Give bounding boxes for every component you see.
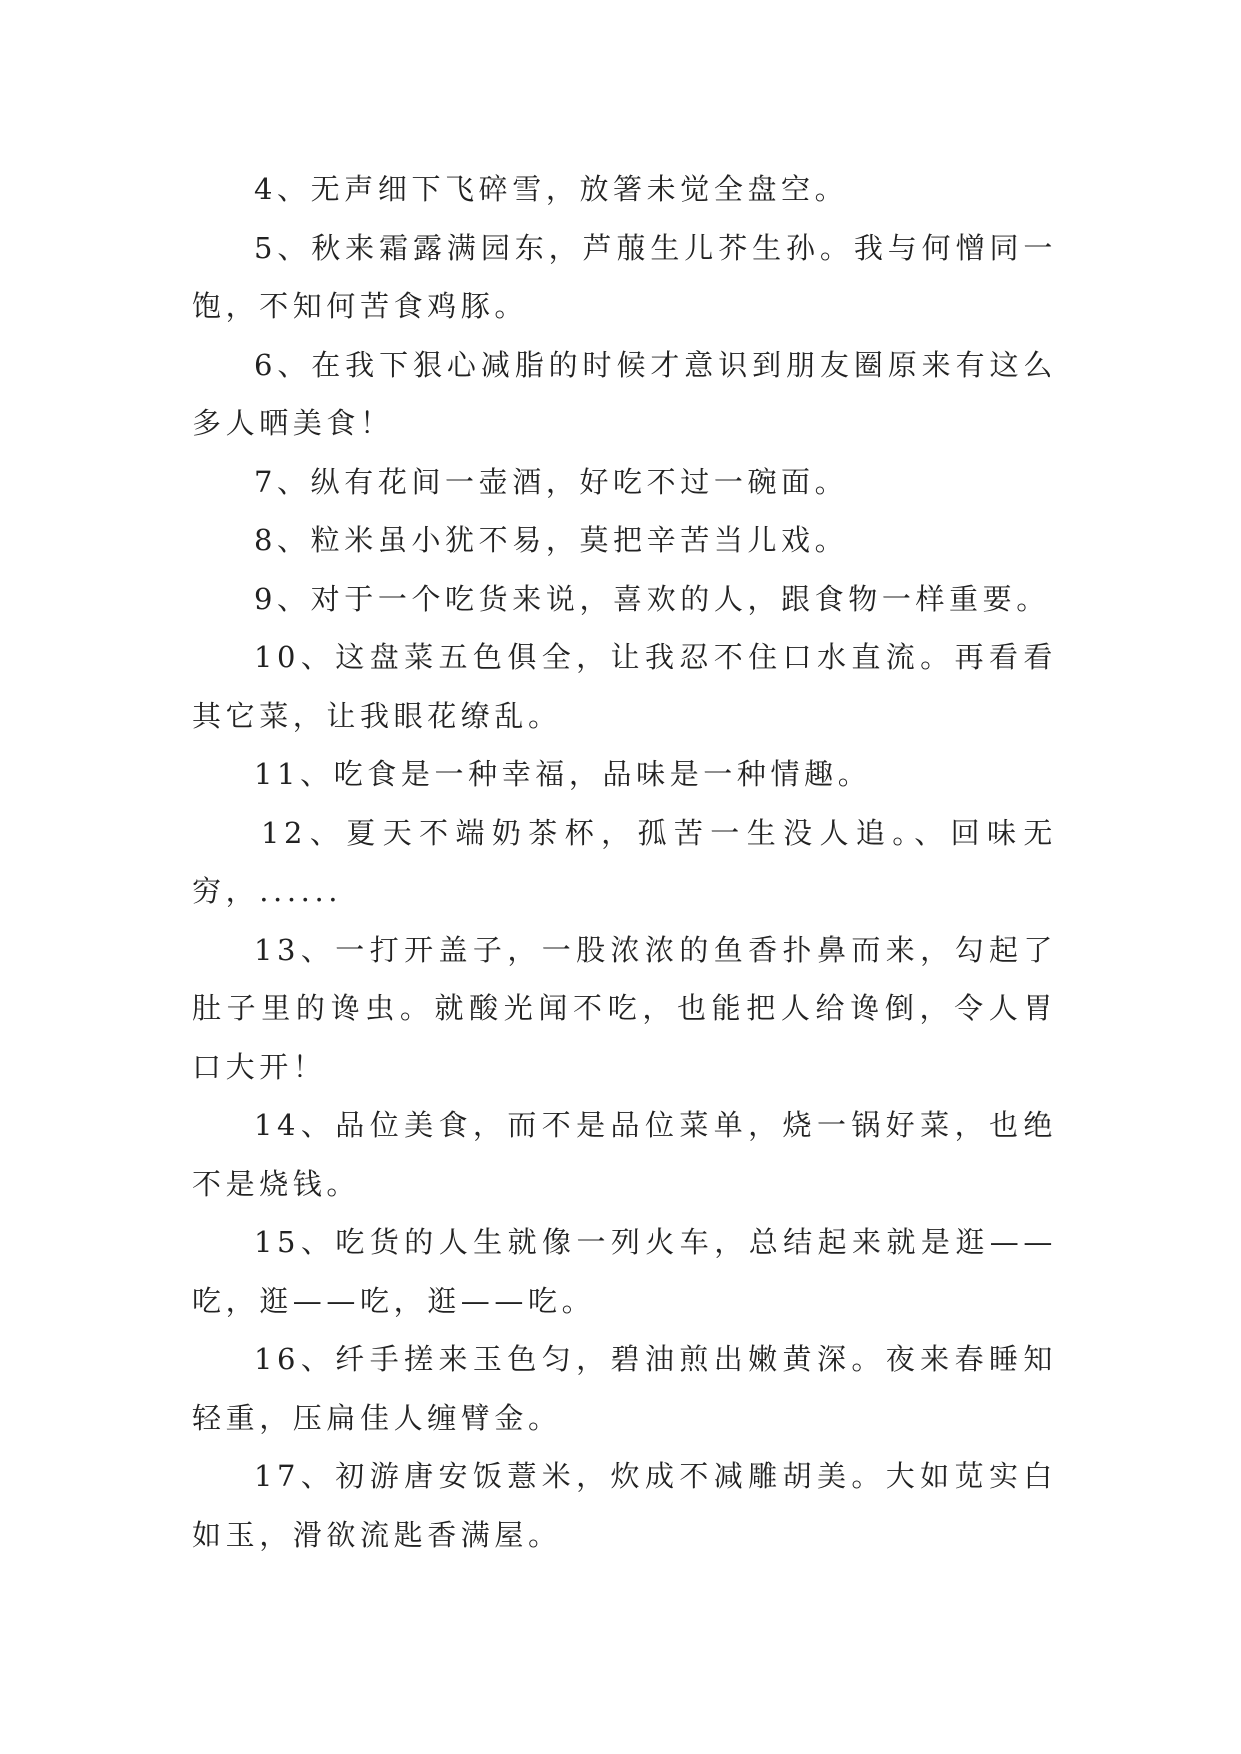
paragraph-15: 15、吃货的人生就像一列火车，总结起来就是逛——吃，逛——吃，逛——吃。 xyxy=(192,1225,1057,1318)
paragraph-12: 12、夏天不端奶茶杯，孤苦一生没人追。、回味无穷，...... xyxy=(192,815,1057,908)
paragraph-4: 4、无声细下飞碎雪，放箸未觉全盘空。 xyxy=(254,172,849,206)
paragraph-9: 9、对于一个吃货来说，喜欢的人，跟食物一样重要。 xyxy=(254,581,1050,616)
paragraph-8: 8、粒米虽小犹不易，莫把辛苦当儿戏。 xyxy=(254,523,849,557)
paragraph-5: 5、秋来霜露满园东，芦菔生儿芥生孙。我与何憎同一饱，不知何苦食鸡豚。 xyxy=(192,230,1057,323)
paragraph-17: 17、初游唐安饭薏米，炊成不减雕胡美。大如苋实白如玉，滑欲流匙香满屋。 xyxy=(192,1459,1057,1552)
paragraph-16: 16、纤手搓来玉色匀，碧油煎出嫩黄深。夜来春睡知轻重，压扁佳人缠臂金。 xyxy=(192,1342,1057,1435)
paragraph-6: 6、在我下狠心减脂的时候才意识到朋友圈原来有这么多人晒美食！ xyxy=(192,347,1057,440)
paragraph-11: 11、吃食是一种幸福，品味是一种情趣。 xyxy=(254,757,872,791)
paragraph-10: 10、这盘菜五色俱全，让我忍不住口水直流。再看看其它菜，让我眼花缭乱。 xyxy=(192,640,1057,733)
document-body xyxy=(192,160,1057,1564)
paragraph-14: 14、品位美食，而不是品位菜单，烧一锅好菜，也绝不是烧钱。 xyxy=(192,1108,1057,1201)
paragraph-7: 7、纵有花间一壶酒，好吃不过一碗面。 xyxy=(254,464,849,499)
paragraph-13: 13、一打开盖子，一股浓浓的鱼香扑鼻而来，勾起了肚子里的谗虫。就酸光闻不吃，也能把人给谗倒，令人胃口大开！ xyxy=(192,932,1057,1084)
